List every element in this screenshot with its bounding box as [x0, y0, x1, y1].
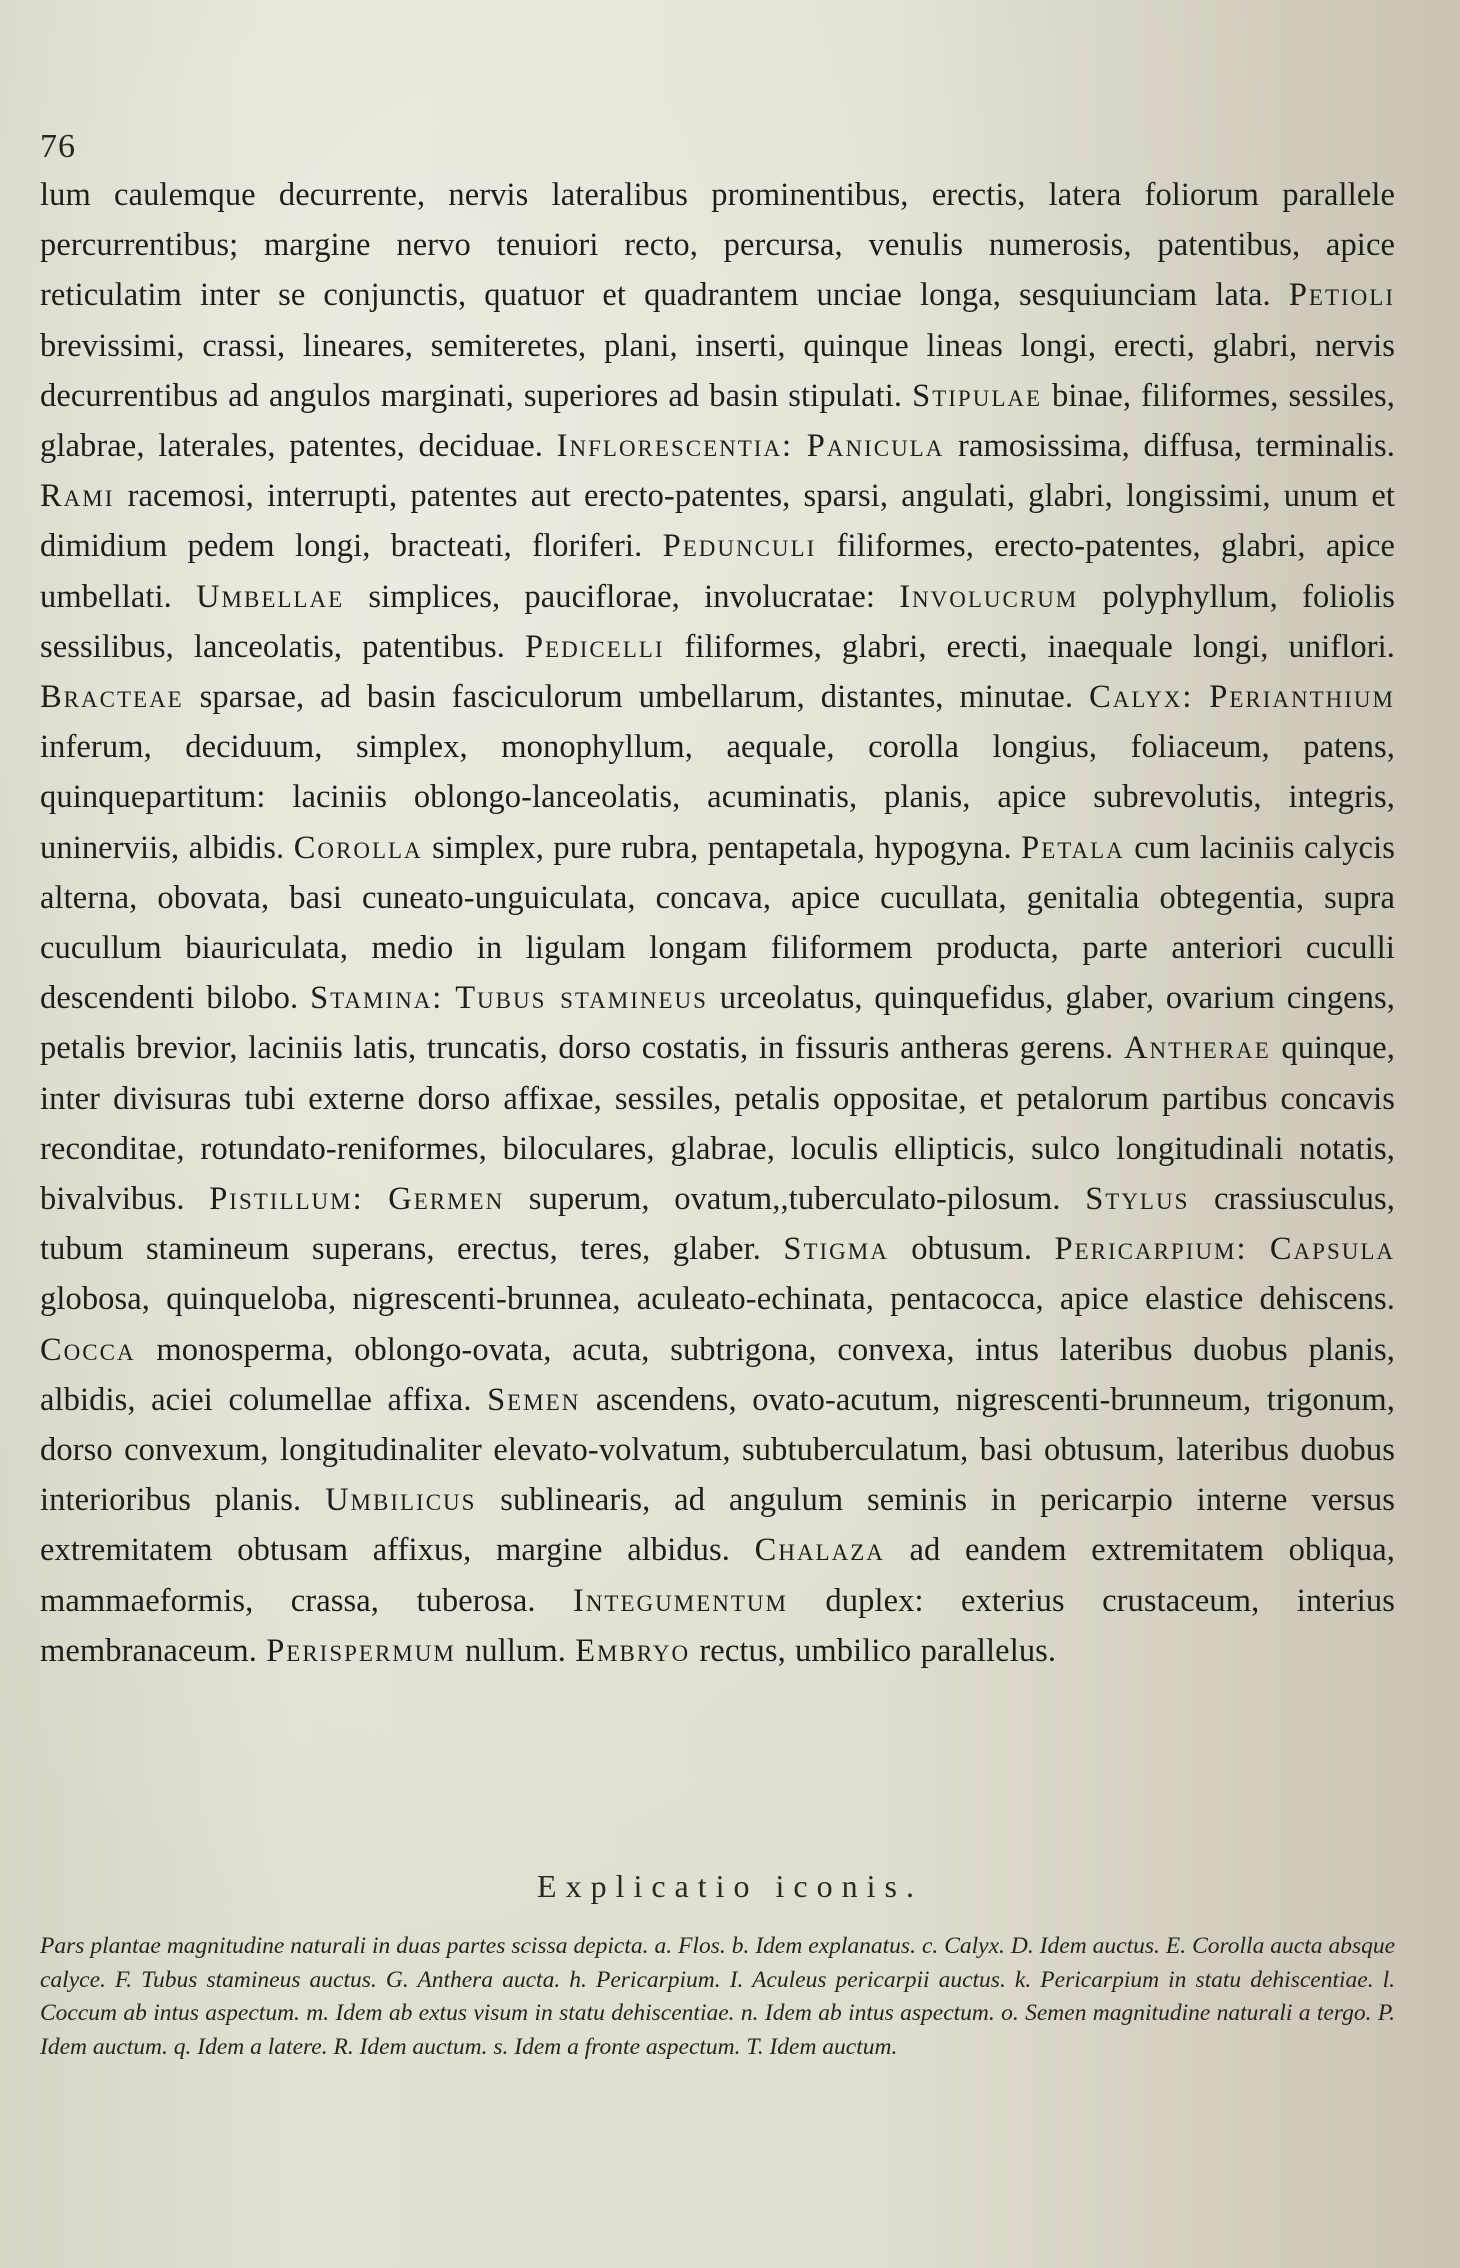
- term-heading: Pedunculi: [662, 528, 817, 565]
- text-segment: polyphyllum, foliolis sessilibus, lanceolatis, patentibus.: [40, 578, 1395, 665]
- term-heading: Petala: [1021, 829, 1125, 866]
- description-text: [40, 170, 1395, 1676]
- text-segment: racemosi, interrupti, patentes aut erecto-patentes, sparsi, angulati, glabri, longissimi, unum et dimidium pedem longi, bracteati, floriferi.: [40, 478, 1395, 565]
- term-heading: Integumentum: [573, 1582, 788, 1619]
- text-segment: monosperma, oblongo-ovata, acuta, subtrigona, convexa, intus lateribus duobus planis, albidis, aciei columellae affixa.: [40, 1331, 1395, 1418]
- text-segment: urceolatus, quinquefidus, glaber, ovarium cingens, petalis brevior, laciniis latis, truncatis, dorso costatis, in fissuris antheras gerens.: [40, 980, 1395, 1067]
- caption-item: Pars plantae magnitudine naturali in duas partes scissa depicta.: [40, 1933, 649, 1959]
- caption-item: l. Coccum ab intus aspectum.: [40, 1966, 1396, 2026]
- term-heading: Bracteae: [40, 679, 184, 716]
- term-heading: Pericarpium:: [1054, 1231, 1248, 1268]
- text-segment: cum laciniis calycis alterna, obovata, basi cuneato-unguiculata, concava, apice cucullata, genitalia obtegentia, supra cucullum biauriculata, medio in ligulam longam filiformem producta, parte anteriori cuculli descendenti bilobo.: [40, 829, 1395, 1017]
- text-segment: quinque, inter divisuras tubi externe dorso affixae, sessiles, petalis oppositae, et petalorum partibus concavis reconditae, rotundato-reniformes, biloculares, glabrae, loculis ellipticis, sulco longitudinali notatis, bivalvibus.: [40, 1030, 1395, 1218]
- term-heading: Stipulae: [912, 377, 1043, 414]
- caption-item: R. Idem auctum.: [333, 2033, 488, 2060]
- caption-paragraph: [40, 1930, 1395, 2064]
- text-segment: simplex, pure rubra, pentapetala, hypogyna.: [432, 829, 1012, 866]
- term-heading: Calyx:: [1089, 679, 1194, 716]
- text-segment: nullum.: [465, 1632, 566, 1669]
- text-segment: globosa, quinqueloba, nigrescenti-brunnea, aculeato-echinata, pentacocca, apice elastice dehiscens.: [40, 1281, 1395, 1318]
- caption-item: q. Idem a latere.: [173, 2033, 328, 2060]
- caption-item: h. Pericarpium.: [569, 1966, 721, 1993]
- caption-item: I. Aculeus pericarpii auctus.: [729, 1966, 1006, 1993]
- term-heading: Umbilicus: [325, 1482, 477, 1519]
- caption-item: E. Corolla aucta absque calyce.: [40, 1933, 1396, 1993]
- term-heading: Chalaza: [754, 1532, 885, 1569]
- description-paragraph: [40, 170, 1395, 1676]
- term-heading: Perispermum: [266, 1632, 456, 1669]
- term-heading: Panicula: [806, 428, 945, 465]
- text-segment: ramosissima, diffusa, terminalis.: [958, 428, 1395, 465]
- text-segment: superum, ovatum,,tuberculato-pilosum.: [528, 1181, 1061, 1218]
- term-heading: Corolla: [293, 829, 423, 866]
- term-heading: Antherae: [1123, 1030, 1271, 1067]
- caption-item: o. Semen magnitudine naturali a tergo.: [1001, 2000, 1372, 2026]
- text-segment: filiformes, glabri, erecti, inaequale longi, uniflori.: [684, 628, 1396, 665]
- term-heading: Pedicelli: [524, 628, 665, 665]
- caption-item: T. Idem auctum.: [746, 2033, 898, 2060]
- text-segment: inferum, deciduum, simplex, monophyllum, aequale, corolla longius, foliaceum, patens, quinquepartitum: laciniis oblongo-lanceolatis, acuminatis, planis, apice subrevolutis, integris, uninerviis, albidis.: [40, 729, 1395, 866]
- term-heading: Cocca: [40, 1331, 136, 1368]
- caption-item: b. Idem explanatus.: [731, 1933, 916, 1959]
- text-segment: duplex: exterius crustaceum, interius membranaceum.: [40, 1582, 1396, 1669]
- caption-item: c. Calyx.: [921, 1933, 1005, 1959]
- caption-title: Explicatio iconis.: [537, 1868, 923, 1904]
- term-heading: Involucrum: [899, 578, 1079, 615]
- term-heading: Stylus: [1085, 1181, 1190, 1218]
- text-segment: brevissimi, crassi, lineares, semiteretes, plani, inserti, quinque lineas longi, erecti, glabri, nervis decurrentibus ad angulos marginati, superiores ad basin stipulati.: [40, 327, 1395, 414]
- term-heading: Tubus stamineus: [455, 980, 708, 1017]
- caption-item: F. Tubus stamineus auctus.: [114, 1966, 377, 1993]
- text-segment: binae, filiformes, sessiles, glabrae, laterales, patentes, deciduae.: [40, 377, 1395, 465]
- term-heading: Germen: [388, 1181, 505, 1218]
- caption-item: n. Idem ab intus aspectum.: [740, 2000, 995, 2026]
- caption-item: G. Anthera aucta.: [385, 1966, 561, 1993]
- term-heading: Stamina:: [310, 980, 444, 1017]
- text-segment: sparsae, ad basin fasciculorum umbellarum, distantes, minutae.: [199, 679, 1074, 716]
- term-heading: Capsula: [1269, 1231, 1396, 1268]
- term-heading: Umbellae: [196, 578, 345, 615]
- caption-item: P. Idem auctum.: [40, 2000, 1396, 2060]
- term-heading: Petioli: [1288, 277, 1395, 314]
- caption-item: m. Idem ab extus visum in statu dehiscentiae.: [306, 2000, 735, 2026]
- term-heading: Rami: [40, 478, 115, 515]
- text-segment: ascendens, ovato-acutum, nigrescenti-brunneum, trigonum, dorso convexum, longitudinaliter elevato-volvatum, subtuberculatum, basi obtusum, lateribus duobus interioribus planis.: [40, 1381, 1395, 1519]
- text-segment: filiformes, erecto-patentes, glabri, apice umbellati.: [40, 528, 1396, 615]
- text-segment: crassiusculus, tubum stamineum superans, erectus, teres, glaber.: [40, 1181, 1395, 1268]
- term-heading: Embryo: [575, 1632, 691, 1669]
- figure-caption: [40, 1930, 1395, 2064]
- text-segment: lum caulemque decurrente, nervis lateralibus prominentibus, erectis, latera foliorum parallele percurrentibus; margine nervo tenuiori recto, percursa, venulis numerosis, patentibus, apice reticulatim inter se conjunctis, quatuor et quadrantem unciae longa, sesquiunciam lata.: [40, 177, 1395, 314]
- term-heading: Semen: [487, 1381, 581, 1418]
- term-heading: Stigma: [783, 1231, 889, 1268]
- term-heading: Pistillum:: [209, 1181, 364, 1218]
- caption-item: s. Idem a fronte aspectum.: [493, 2033, 741, 2060]
- text-segment: obtusum.: [911, 1231, 1033, 1268]
- text-segment: rectus, umbilico parallelus.: [699, 1632, 1057, 1669]
- text-segment: sublinearis, ad angulum seminis in pericarpio interne versus extremitatem obtusam affixus, margine albidus.: [40, 1482, 1395, 1569]
- text-segment: ad eandem extremitatem obliqua, mammaeformis, crassa, tuberosa.: [40, 1532, 1396, 1619]
- caption-item: a. Flos.: [654, 1933, 726, 1959]
- caption-item: k. Pericarpium in statu dehiscentiae.: [1014, 1966, 1374, 1993]
- caption-item: D. Idem auctus.: [1010, 1933, 1160, 1959]
- page-number: 76: [40, 128, 76, 165]
- text-segment: simplices, pauciflorae, involucratae:: [368, 578, 876, 615]
- term-heading: Perianthium: [1209, 679, 1395, 716]
- term-heading: Inflorescentia:: [556, 428, 794, 465]
